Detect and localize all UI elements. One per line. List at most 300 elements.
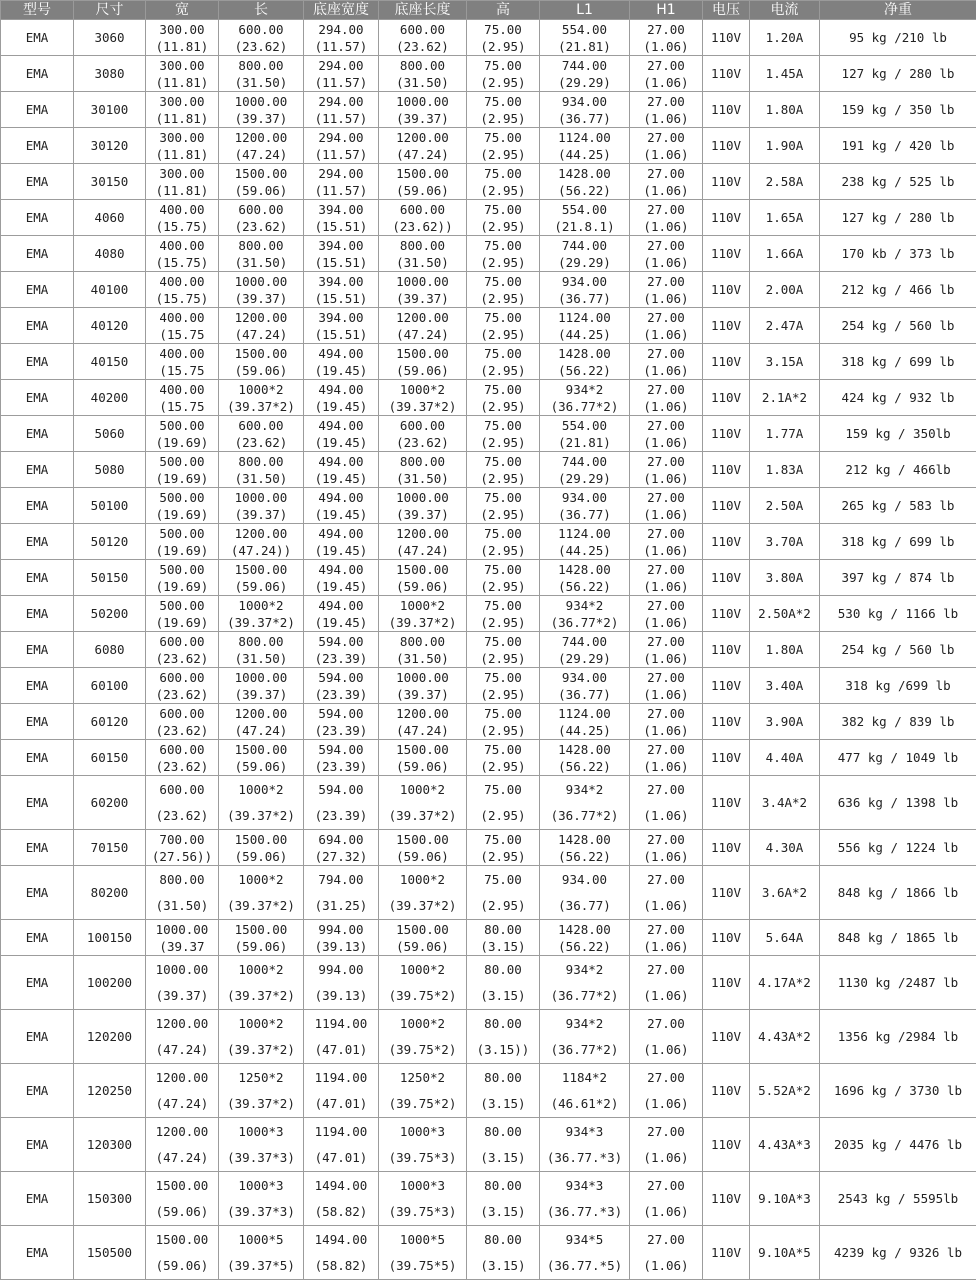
imperial-value: (39.37) xyxy=(379,290,466,307)
metric-value: 27.00 xyxy=(630,381,702,398)
height-cell xyxy=(467,416,540,452)
voltage-cell: 110V xyxy=(703,272,750,308)
imperial-value: (23.62) xyxy=(219,434,303,451)
height-cell xyxy=(467,164,540,200)
size-cell: 80200 xyxy=(74,866,146,920)
metric-value: 1500.00 xyxy=(219,741,303,758)
length-cell xyxy=(219,308,304,344)
table-row xyxy=(1,164,976,200)
metric-value: 694.00 xyxy=(304,831,378,848)
size-cell: 60100 xyxy=(74,668,146,704)
metric-value: 75.00 xyxy=(467,597,539,614)
current-cell: 2.50A xyxy=(750,488,820,524)
net-weight-cell: 1356 kg /2984 lb xyxy=(820,1010,976,1064)
metric-value: 600.00 xyxy=(146,741,218,758)
metric-value: 1500.00 xyxy=(219,345,303,362)
header-model: 型号 xyxy=(1,1,74,20)
metric-value: 800.00 xyxy=(219,57,303,74)
net-weight-cell: 556 kg / 1224 lb xyxy=(820,830,976,866)
base-width-cell xyxy=(304,596,379,632)
metric-value: 27.00 xyxy=(630,1011,702,1037)
header-voltage: 电压 xyxy=(703,1,750,20)
metric-value: 1194.00 xyxy=(304,1065,378,1091)
imperial-value: (1.06) xyxy=(630,218,702,235)
imperial-value: (36.77) xyxy=(540,686,629,703)
imperial-value: (19.45) xyxy=(304,542,378,559)
metric-value: 594.00 xyxy=(304,777,378,803)
imperial-value: (2.95) xyxy=(467,254,539,271)
metric-value: 600.00 xyxy=(146,777,218,803)
table-row xyxy=(1,416,976,452)
metric-value: 27.00 xyxy=(630,1227,702,1253)
height-cell xyxy=(467,272,540,308)
imperial-value: (59.06) xyxy=(219,362,303,379)
height-cell xyxy=(467,1226,540,1280)
net-weight-cell: 127 kg / 280 lb xyxy=(820,200,976,236)
metric-value: 27.00 xyxy=(630,93,702,110)
imperial-value: (39.13) xyxy=(304,938,378,955)
current-cell: 1.83A xyxy=(750,452,820,488)
metric-value: 394.00 xyxy=(304,309,378,326)
table-row xyxy=(1,1172,976,1226)
current-cell: 4.40A xyxy=(750,740,820,776)
width-cell xyxy=(146,560,219,596)
imperial-value: (1.06) xyxy=(630,506,702,523)
metric-value: 1000*3 xyxy=(379,1119,466,1145)
metric-value: 300.00 xyxy=(146,21,218,38)
metric-value: 80.00 xyxy=(467,921,539,938)
imperial-value: (47.01) xyxy=(304,1037,378,1063)
width-cell xyxy=(146,866,219,920)
size-cell: 50100 xyxy=(74,488,146,524)
h1-cell xyxy=(630,200,703,236)
imperial-value: (15.75 xyxy=(146,398,218,415)
imperial-value: (39.37*2) xyxy=(379,398,466,415)
metric-value: 494.00 xyxy=(304,453,378,470)
l1-cell xyxy=(540,236,630,272)
l1-cell xyxy=(540,272,630,308)
imperial-value: (58.82) xyxy=(304,1253,378,1279)
metric-value: 1000.00 xyxy=(379,669,466,686)
table-row xyxy=(1,1118,976,1172)
width-cell xyxy=(146,20,219,56)
current-cell: 3.40A xyxy=(750,668,820,704)
imperial-value: (2.95) xyxy=(467,686,539,703)
metric-value: 934.00 xyxy=(540,93,629,110)
metric-value: 744.00 xyxy=(540,57,629,74)
imperial-value: (31.50) xyxy=(219,470,303,487)
imperial-value: (1.06) xyxy=(630,434,702,451)
metric-value: 75.00 xyxy=(467,867,539,893)
imperial-value: (31.50) xyxy=(379,470,466,487)
imperial-value: (1.06) xyxy=(630,983,702,1009)
imperial-value: (1.06) xyxy=(630,803,702,829)
metric-value: 554.00 xyxy=(540,201,629,218)
table-row xyxy=(1,452,976,488)
imperial-value: (1.06) xyxy=(630,470,702,487)
metric-value: 400.00 xyxy=(146,345,218,362)
current-cell: 2.1A*2 xyxy=(750,380,820,416)
metric-value: 27.00 xyxy=(630,597,702,614)
imperial-value: (59.06) xyxy=(146,1253,218,1279)
size-cell: 40200 xyxy=(74,380,146,416)
metric-value: 1500.00 xyxy=(379,831,466,848)
imperial-value: (47.01) xyxy=(304,1145,378,1171)
h1-cell xyxy=(630,560,703,596)
net-weight-cell: 212 kg / 466 lb xyxy=(820,272,976,308)
h1-cell xyxy=(630,56,703,92)
metric-value: 1000.00 xyxy=(219,273,303,290)
metric-value: 494.00 xyxy=(304,345,378,362)
imperial-value: (2.95) xyxy=(467,614,539,631)
metric-value: 1000.00 xyxy=(146,957,218,983)
imperial-value: (59.06) xyxy=(379,182,466,199)
imperial-value: (3.15) xyxy=(467,1199,539,1225)
model-cell: EMA xyxy=(1,560,74,596)
size-cell: 60120 xyxy=(74,704,146,740)
current-cell: 3.90A xyxy=(750,704,820,740)
imperial-value: (19.69) xyxy=(146,506,218,523)
imperial-value: (11.57) xyxy=(304,182,378,199)
base-length-cell xyxy=(379,956,467,1010)
imperial-value: (1.06) xyxy=(630,74,702,91)
l1-cell xyxy=(540,830,630,866)
voltage-cell: 110V xyxy=(703,1172,750,1226)
imperial-value: (46.61*2) xyxy=(540,1091,629,1117)
header-height: 高 xyxy=(467,1,540,20)
base-length-cell xyxy=(379,776,467,830)
metric-value: 1500.00 xyxy=(379,741,466,758)
imperial-value: (2.95) xyxy=(467,398,539,415)
imperial-value: (1.06) xyxy=(630,398,702,415)
metric-value: 1494.00 xyxy=(304,1227,378,1253)
imperial-value: (3.15)) xyxy=(467,1037,539,1063)
width-cell xyxy=(146,632,219,668)
size-cell: 4080 xyxy=(74,236,146,272)
base-width-cell xyxy=(304,740,379,776)
base-width-cell xyxy=(304,236,379,272)
net-weight-cell: 212 kg / 466lb xyxy=(820,452,976,488)
imperial-value: (1.06) xyxy=(630,1037,702,1063)
net-weight-cell: 848 kg / 1866 lb xyxy=(820,866,976,920)
voltage-cell: 110V xyxy=(703,596,750,632)
voltage-cell: 110V xyxy=(703,740,750,776)
size-cell: 6080 xyxy=(74,632,146,668)
imperial-value: (1.06) xyxy=(630,182,702,199)
width-cell xyxy=(146,236,219,272)
metric-value: 500.00 xyxy=(146,489,218,506)
metric-value: 27.00 xyxy=(630,57,702,74)
metric-value: 1124.00 xyxy=(540,129,629,146)
imperial-value: (39.37) xyxy=(219,290,303,307)
header-row xyxy=(1,1,976,20)
length-cell xyxy=(219,416,304,452)
width-cell xyxy=(146,416,219,452)
h1-cell xyxy=(630,776,703,830)
size-cell: 150500 xyxy=(74,1226,146,1280)
size-cell: 50150 xyxy=(74,560,146,596)
l1-cell xyxy=(540,1064,630,1118)
metric-value: 934*2 xyxy=(540,1011,629,1037)
header-net-weight: 净重 xyxy=(820,1,976,20)
imperial-value: (19.69) xyxy=(146,470,218,487)
base-length-cell xyxy=(379,830,467,866)
base-width-cell xyxy=(304,1010,379,1064)
width-cell xyxy=(146,488,219,524)
imperial-value: (23.39) xyxy=(304,803,378,829)
l1-cell xyxy=(540,128,630,164)
imperial-value: (39.37) xyxy=(219,110,303,127)
imperial-value: (23.39) xyxy=(304,758,378,775)
size-cell: 120200 xyxy=(74,1010,146,1064)
size-cell: 50120 xyxy=(74,524,146,560)
imperial-value: (59.06) xyxy=(379,938,466,955)
metric-value: 1000*2 xyxy=(219,597,303,614)
net-weight-cell: 2035 kg / 4476 lb xyxy=(820,1118,976,1172)
metric-value: 494.00 xyxy=(304,561,378,578)
imperial-value: (29.29) xyxy=(540,650,629,667)
voltage-cell: 110V xyxy=(703,1118,750,1172)
imperial-value: (2.95) xyxy=(467,803,539,829)
metric-value: 1500.00 xyxy=(146,1173,218,1199)
imperial-value: (2.95) xyxy=(467,326,539,343)
width-cell xyxy=(146,1064,219,1118)
metric-value: 600.00 xyxy=(379,417,466,434)
metric-value: 1184*2 xyxy=(540,1065,629,1091)
metric-value: 554.00 xyxy=(540,417,629,434)
imperial-value: (39.37*5) xyxy=(219,1253,303,1279)
size-cell: 50200 xyxy=(74,596,146,632)
voltage-cell: 110V xyxy=(703,776,750,830)
width-cell xyxy=(146,272,219,308)
imperial-value: (31.50) xyxy=(219,650,303,667)
metric-value: 494.00 xyxy=(304,597,378,614)
base-width-cell xyxy=(304,416,379,452)
metric-value: 600.00 xyxy=(379,201,466,218)
height-cell xyxy=(467,1172,540,1226)
metric-value: 994.00 xyxy=(304,957,378,983)
base-length-cell xyxy=(379,56,467,92)
header-base-length: 底座长度 xyxy=(379,1,467,20)
metric-value: 80.00 xyxy=(467,957,539,983)
imperial-value: (39.37*2) xyxy=(219,983,303,1009)
l1-cell xyxy=(540,344,630,380)
metric-value: 1428.00 xyxy=(540,165,629,182)
metric-value: 744.00 xyxy=(540,453,629,470)
metric-value: 75.00 xyxy=(467,831,539,848)
size-cell: 60150 xyxy=(74,740,146,776)
metric-value: 934*5 xyxy=(540,1227,629,1253)
imperial-value: (39.13) xyxy=(304,983,378,1009)
imperial-value: (23.62) xyxy=(146,803,218,829)
h1-cell xyxy=(630,632,703,668)
current-cell: 9.10A*3 xyxy=(750,1172,820,1226)
model-cell: EMA xyxy=(1,596,74,632)
imperial-value: (39.37*2) xyxy=(219,1091,303,1117)
current-cell: 1.90A xyxy=(750,128,820,164)
imperial-value: (47.24) xyxy=(379,542,466,559)
imperial-value: (36.77*2) xyxy=(540,803,629,829)
current-cell: 4.43A*3 xyxy=(750,1118,820,1172)
voltage-cell: 110V xyxy=(703,56,750,92)
length-cell xyxy=(219,92,304,128)
width-cell xyxy=(146,1118,219,1172)
l1-cell xyxy=(540,560,630,596)
voltage-cell: 110V xyxy=(703,92,750,128)
width-cell xyxy=(146,308,219,344)
h1-cell xyxy=(630,596,703,632)
imperial-value: (1.06) xyxy=(630,110,702,127)
voltage-cell: 110V xyxy=(703,380,750,416)
base-width-cell xyxy=(304,704,379,740)
metric-value: 500.00 xyxy=(146,525,218,542)
length-cell xyxy=(219,1118,304,1172)
imperial-value: (1.06) xyxy=(630,686,702,703)
metric-value: 1000.00 xyxy=(146,921,218,938)
base-width-cell xyxy=(304,344,379,380)
imperial-value: (2.95) xyxy=(467,362,539,379)
l1-cell xyxy=(540,20,630,56)
h1-cell xyxy=(630,452,703,488)
length-cell xyxy=(219,236,304,272)
imperial-value: (59.06) xyxy=(219,758,303,775)
metric-value: 1200.00 xyxy=(146,1065,218,1091)
model-cell: EMA xyxy=(1,272,74,308)
metric-value: 1000*3 xyxy=(219,1173,303,1199)
header-current: 电流 xyxy=(750,1,820,20)
h1-cell xyxy=(630,92,703,128)
metric-value: 27.00 xyxy=(630,273,702,290)
imperial-value: (2.95) xyxy=(467,110,539,127)
width-cell xyxy=(146,380,219,416)
imperial-value: (31.50) xyxy=(219,254,303,271)
net-weight-cell: 318 kg /699 lb xyxy=(820,668,976,704)
metric-value: 27.00 xyxy=(630,561,702,578)
net-weight-cell: 95 kg /210 lb xyxy=(820,20,976,56)
base-length-cell xyxy=(379,416,467,452)
metric-value: 27.00 xyxy=(630,201,702,218)
current-cell: 3.80A xyxy=(750,560,820,596)
imperial-value: (44.25) xyxy=(540,722,629,739)
model-cell: EMA xyxy=(1,236,74,272)
table-row xyxy=(1,344,976,380)
imperial-value: (58.82) xyxy=(304,1199,378,1225)
metric-value: 27.00 xyxy=(630,417,702,434)
imperial-value: (39.75*2) xyxy=(379,1091,466,1117)
metric-value: 27.00 xyxy=(630,165,702,182)
length-cell xyxy=(219,452,304,488)
h1-cell xyxy=(630,866,703,920)
base-length-cell xyxy=(379,866,467,920)
voltage-cell: 110V xyxy=(703,668,750,704)
length-cell xyxy=(219,1172,304,1226)
voltage-cell: 110V xyxy=(703,956,750,1010)
metric-value: 1500.00 xyxy=(379,561,466,578)
voltage-cell: 110V xyxy=(703,1010,750,1064)
metric-value: 1500.00 xyxy=(219,921,303,938)
net-weight-cell: 159 kg / 350lb xyxy=(820,416,976,452)
length-cell xyxy=(219,272,304,308)
base-length-cell xyxy=(379,200,467,236)
metric-value: 75.00 xyxy=(467,93,539,110)
current-cell: 9.10A*5 xyxy=(750,1226,820,1280)
metric-value: 1200.00 xyxy=(379,309,466,326)
imperial-value: (19.45) xyxy=(304,470,378,487)
imperial-value: (2.95) xyxy=(467,650,539,667)
net-weight-cell: 424 kg / 932 lb xyxy=(820,380,976,416)
metric-value: 27.00 xyxy=(630,777,702,803)
imperial-value: (3.15) xyxy=(467,1091,539,1117)
metric-value: 75.00 xyxy=(467,417,539,434)
metric-value: 1000.00 xyxy=(219,93,303,110)
base-width-cell xyxy=(304,380,379,416)
metric-value: 1428.00 xyxy=(540,561,629,578)
metric-value: 1000.00 xyxy=(379,93,466,110)
height-cell xyxy=(467,1064,540,1118)
length-cell xyxy=(219,56,304,92)
model-cell: EMA xyxy=(1,488,74,524)
metric-value: 1428.00 xyxy=(540,921,629,938)
current-cell: 1.65A xyxy=(750,200,820,236)
metric-value: 400.00 xyxy=(146,309,218,326)
base-length-cell xyxy=(379,740,467,776)
height-cell xyxy=(467,56,540,92)
header-l1: L1 xyxy=(540,1,630,20)
net-weight-cell: 127 kg / 280 lb xyxy=(820,56,976,92)
voltage-cell: 110V xyxy=(703,452,750,488)
voltage-cell: 110V xyxy=(703,704,750,740)
metric-value: 75.00 xyxy=(467,489,539,506)
voltage-cell: 110V xyxy=(703,1064,750,1118)
table-row xyxy=(1,632,976,668)
imperial-value: (11.81) xyxy=(146,110,218,127)
imperial-value: (1.06) xyxy=(630,1253,702,1279)
imperial-value: (27.56)) xyxy=(146,848,218,865)
imperial-value: (59.06) xyxy=(219,848,303,865)
base-length-cell xyxy=(379,380,467,416)
imperial-value: (3.15) xyxy=(467,983,539,1009)
imperial-value: (47.24) xyxy=(146,1091,218,1117)
metric-value: 80.00 xyxy=(467,1173,539,1199)
net-weight-cell: 530 kg / 1166 lb xyxy=(820,596,976,632)
model-cell: EMA xyxy=(1,830,74,866)
length-cell xyxy=(219,830,304,866)
current-cell: 4.30A xyxy=(750,830,820,866)
imperial-value: (2.95) xyxy=(467,758,539,775)
metric-value: 1124.00 xyxy=(540,705,629,722)
imperial-value: (19.69) xyxy=(146,542,218,559)
base-width-cell xyxy=(304,92,379,128)
metric-value: 1000*2 xyxy=(219,777,303,803)
imperial-value: (31.50) xyxy=(146,893,218,919)
voltage-cell: 110V xyxy=(703,164,750,200)
model-cell: EMA xyxy=(1,452,74,488)
length-cell xyxy=(219,380,304,416)
imperial-value: (27.32) xyxy=(304,848,378,865)
current-cell: 1.20A xyxy=(750,20,820,56)
metric-value: 394.00 xyxy=(304,201,378,218)
metric-value: 1250*2 xyxy=(219,1065,303,1091)
base-length-cell xyxy=(379,308,467,344)
l1-cell xyxy=(540,488,630,524)
metric-value: 800.00 xyxy=(219,237,303,254)
imperial-value: (2.95) xyxy=(467,182,539,199)
width-cell xyxy=(146,776,219,830)
h1-cell xyxy=(630,1118,703,1172)
imperial-value: (1.06) xyxy=(630,1091,702,1117)
imperial-value: (59.06) xyxy=(379,362,466,379)
metric-value: 1500.00 xyxy=(219,165,303,182)
